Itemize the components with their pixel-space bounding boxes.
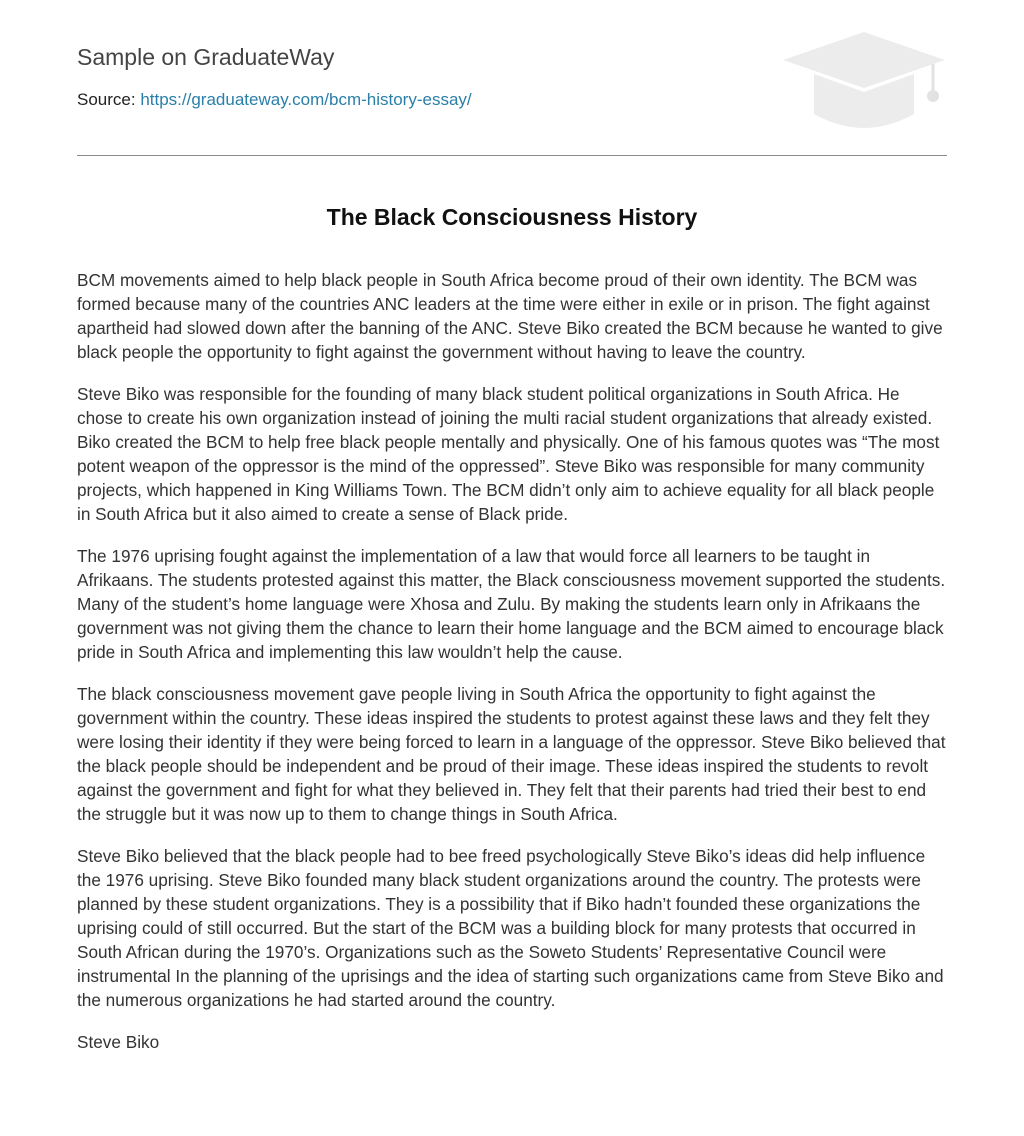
header-divider [77, 155, 947, 156]
graduation-cap-icon [781, 30, 947, 132]
essay-paragraph: Steve Biko believed that the black people had to bee freed psychologically Steve Biko’s ideas did help influence the 1976 uprising. Steve Biko founded many black student organizations around the country. The protests were planned by these student organizations. They is a possibility that if Biko hadn’t founded these organizations the uprising could of still occurred. But the start of the BCM was a building block for many protests that occurred in South African during the 1970’s. Organizations such as the Soweto Students’ Representative Council were instrumental In the planning of the uprisings and the idea of starting such organizations came from Steve Biko and the numerous organizations he had started around the country. [77, 846, 944, 1010]
essay-title: The Black Consciousness History [326, 204, 698, 230]
essay-paragraph: Steve Biko [77, 1032, 160, 1052]
source-link[interactable]: https://graduateway.com/bcm-history-essay/ [140, 90, 472, 109]
essay-paragraph: BCM movements aimed to help black people in South Africa become proud of their own identity. The BCM was formed because many of the countries ANC leaders at the time were either in exile or in prison. The fight against apartheid had slowed down after the banning of the ANC. Steve Biko created the BCM because he wanted to give black people the opportunity to fight against the government without having to leave the country. [77, 270, 943, 362]
essay-paragraph: The black consciousness movement gave people living in South Africa the opportunity to fight against the government within the country. These ideas inspired the students to protest against these laws and they felt they were losing their identity if they were being forced to learn in a language of the oppressor. Steve Biko believed that the black people should be independent and be proud of their image. These ideas inspired the students to revolt against the government and fight for what they believed in. They felt that their parents had tried their best to end the struggle but it was now up to them to change things in South Africa. [77, 684, 946, 824]
essay-paragraph: Steve Biko was responsible for the founding of many black student political organizations in South Africa. He chose to create his own organization instead of joining the multi racial student organizations that already existed. Biko created the BCM to help free black people mentally and physically. One of his famous quotes was “The most potent weapon of the oppressor is the mind of the oppressed”. Steve Biko was responsible for many community projects, which happened in King Williams Town. The BCM didn’t only aim to achieve equality for all black people in South Africa but it also aimed to create a sense of Black pride. [77, 384, 940, 524]
page-header [77, 0, 947, 156]
source-line [77, 90, 472, 110]
essay-paragraph: The 1976 uprising fought against the implementation of a law that would force all learners to be taught in Afrikaans. The students protested against this matter, the Black consciousness movement supported the students. Many of the student’s home language were Xhosa and Zulu. By making the students learn only in Afrikaans the government was not giving them the chance to learn their home language and the BCM aimed to encourage black pride in South Africa and implementing this law wouldn’t help the cause. [77, 546, 946, 662]
essay-body [77, 268, 949, 1072]
source-label: Source: [77, 90, 136, 109]
site-title: Sample on GraduateWay [77, 44, 335, 70]
